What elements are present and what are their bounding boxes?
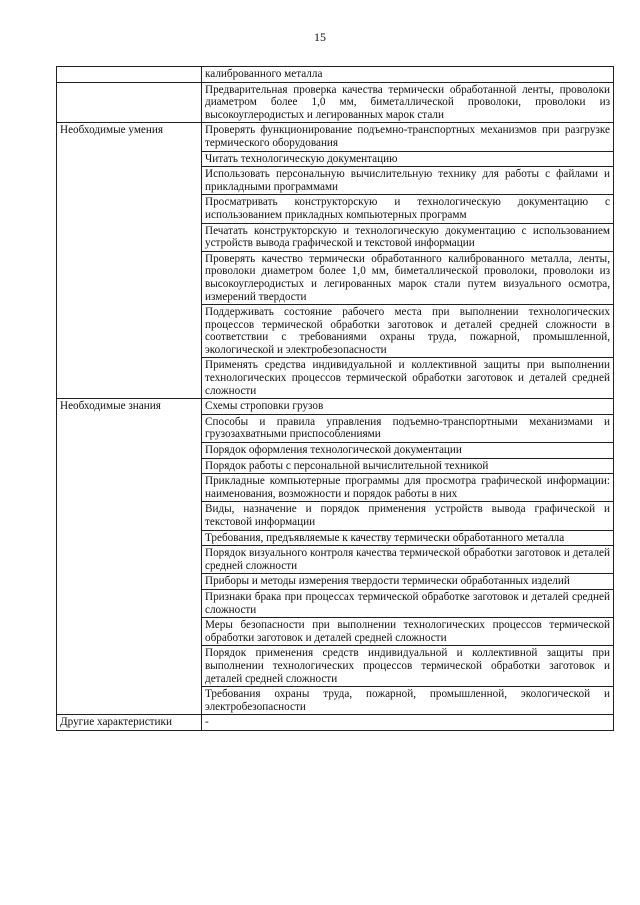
knowledge-item: Прикладные компьютерные программы для просмотра графической информации: наименования, возможности и порядок работы в них <box>202 474 614 502</box>
competency-table <box>56 66 614 731</box>
skill-item: Применять средства индивидуальной и коллективной защиты при выполнении технологических процессов термической обработки заготовок и деталей средней сложности <box>202 358 614 399</box>
skill-item: Использовать персональную вычислительную технику для работы с файлами и прикладными программами <box>202 167 614 195</box>
knowledge-item: Требования охраны труда, пожарной, промышленной, экологической и электробезопасности <box>202 687 614 715</box>
knowledge-item: Способы и правила управления подъемно-транспортными механизмами и грузозахватными приспособлениями <box>202 414 614 442</box>
knowledge-item: Схемы строповки грузов <box>202 399 614 415</box>
empty-label-cell <box>57 82 202 123</box>
table-row <box>57 715 614 731</box>
knowledge-item: Признаки брака при процессах термической обработке заготовок и деталей средней сложности <box>202 589 614 617</box>
skill-item: Поддерживать состояние рабочего места при выполнении технологических процессов термической обработки заготовок и деталей средней сложности в соответствии с требованиями охраны труда, пожарной, промышленной, экологической и электробезопасности <box>202 305 614 358</box>
knowledge-item: Порядок работы с персональной вычислительной техникой <box>202 458 614 474</box>
skill-item: Просматривать конструкторскую и технологическую документацию с использованием прикладных компьютерных программ <box>202 195 614 223</box>
table-row <box>57 82 614 123</box>
page-number: 15 <box>314 30 326 44</box>
knowledge-item: Порядок применения средств индивидуальной и коллективной защиты при выполнении технологических процессов термической обработки заготовок и деталей средней сложности <box>202 646 614 687</box>
table-cell: Предварительная проверка качества термически обработанной ленты, проволоки диаметром более 1,0 мм, биметаллической проволоки, проволоки из высокоуглеродистых и легированных марок стали <box>202 82 614 123</box>
skill-item: Читать технологическую документацию <box>202 151 614 167</box>
other-label: Другие характеристики <box>57 715 202 731</box>
other-value: - <box>202 715 614 731</box>
table-row <box>57 399 614 415</box>
skills-label: Необходимые умения <box>57 123 202 399</box>
knowledge-item: Приборы и методы измерения твердости термически обработанных изделий <box>202 574 614 590</box>
skill-item: Проверять функционирование подъемно-транспортных механизмов при разгрузке термического оборудования <box>202 123 614 151</box>
knowledge-item: Меры безопасности при выполнении технологических процессов термической обработки заготовок и деталей средней сложности <box>202 618 614 646</box>
table-row <box>57 123 614 151</box>
empty-label-cell <box>57 67 202 83</box>
skill-item: Печатать конструкторскую и технологическую документацию с использованием устройств вывода графической и текстовой информации <box>202 223 614 251</box>
knowledge-item: Порядок оформления технологической документации <box>202 443 614 459</box>
skill-item: Проверять качество термически обработанного калиброванного металла, ленты, проволоки диаметром более 1,0 мм, биметаллической проволоки, проволоки из высокоуглеродистых и легированных марок стали путем визуального осмотра, измерений твердости <box>202 251 614 304</box>
knowledge-item: Виды, назначение и порядок применения устройств вывода графической и текстовой информации <box>202 502 614 530</box>
knowledge-item: Порядок визуального контроля качества термической обработки заготовок и деталей средней сложности <box>202 546 614 574</box>
table-row <box>57 67 614 83</box>
knowledge-label: Необходимые знания <box>57 399 202 715</box>
knowledge-item: Требования, предъявляемые к качеству термически обработанного металла <box>202 530 614 546</box>
table-cell: калиброванного металла <box>202 67 614 83</box>
